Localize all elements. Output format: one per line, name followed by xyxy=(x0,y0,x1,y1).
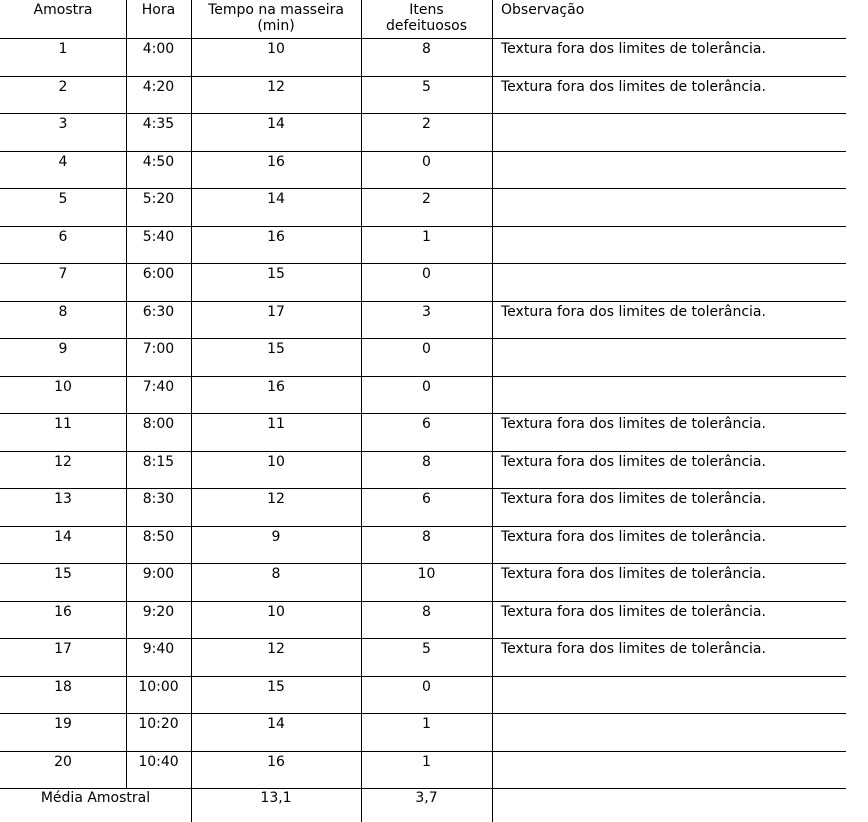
cell-amostra: 20 xyxy=(54,753,72,770)
cell-itens: 1 xyxy=(422,753,431,770)
cell-tempo: 17 xyxy=(267,303,285,320)
cell-tempo: 15 xyxy=(267,341,285,357)
cell-observacao xyxy=(492,716,868,736)
cell-hora: 10:20 xyxy=(138,716,179,732)
cell-observacao xyxy=(492,229,868,249)
cell-tempo: 16 xyxy=(267,378,285,395)
column-divider xyxy=(191,0,192,822)
cell-observacao xyxy=(492,154,868,174)
column-divider xyxy=(492,0,493,822)
cell-amostra: 19 xyxy=(54,716,72,732)
header-amostra: Amostra xyxy=(33,2,93,18)
cell-hora: 8:15 xyxy=(142,453,175,470)
cell-observacao: Textura fora dos limites de tolerância. xyxy=(501,641,766,657)
footer-tempo-mean: 13,1 xyxy=(260,790,292,806)
header-tempo xyxy=(191,2,361,34)
cell-amostra: 9 xyxy=(58,341,68,357)
cell-amostra: 4 xyxy=(58,153,68,170)
cell-itens: 0 xyxy=(422,378,431,395)
cell-observacao: Textura fora dos limites de tolerância. xyxy=(501,453,766,470)
cell-itens: 8 xyxy=(422,603,431,620)
cell-observacao xyxy=(492,266,868,286)
cell-itens: 2 xyxy=(422,116,431,132)
cell-tempo: 10 xyxy=(267,41,285,57)
cell-itens: 3 xyxy=(422,303,431,320)
cell-hora: 4:35 xyxy=(142,116,175,132)
cell-hora: 8:30 xyxy=(142,491,175,507)
cell-tempo: 16 xyxy=(267,153,285,170)
cell-observacao: Textura fora dos limites de tolerância. xyxy=(501,416,766,432)
cell-observacao: Textura fora dos limites de tolerância. xyxy=(501,566,766,582)
cell-itens: 8 xyxy=(422,453,431,470)
cell-tempo: 15 xyxy=(267,266,285,282)
cell-amostra: 8 xyxy=(58,303,68,320)
cell-hora: 9:00 xyxy=(142,566,175,582)
cell-observacao: Textura fora dos limites de tolerância. xyxy=(501,528,766,545)
header-itens-line1: Itens xyxy=(409,2,444,18)
cell-amostra: 6 xyxy=(58,228,68,245)
cell-amostra: 7 xyxy=(58,266,68,282)
header-tempo-line1: Tempo na masseira xyxy=(208,2,344,18)
cell-observacao: Textura fora dos limites de tolerância. xyxy=(501,41,766,57)
cell-hora: 10:40 xyxy=(138,753,179,770)
cell-hora: 8:00 xyxy=(142,416,175,432)
cell-itens: 10 xyxy=(417,566,436,582)
cell-itens: 0 xyxy=(422,678,431,695)
header-itens xyxy=(361,2,492,34)
cell-itens: 5 xyxy=(422,641,431,657)
cell-amostra: 1 xyxy=(58,41,68,57)
cell-tempo: 12 xyxy=(267,491,285,507)
cell-itens: 8 xyxy=(422,41,431,57)
cell-hora: 10:00 xyxy=(138,678,179,695)
cell-hora: 4:00 xyxy=(142,41,175,57)
cell-observacao: Textura fora dos limites de tolerância. xyxy=(501,78,766,95)
cell-hora: 4:20 xyxy=(142,78,175,95)
cell-observacao xyxy=(492,379,868,399)
cell-tempo: 10 xyxy=(267,453,285,470)
cell-hora: 9:40 xyxy=(142,641,175,657)
cell-itens: 6 xyxy=(422,416,431,432)
cell-tempo: 14 xyxy=(267,191,285,207)
cell-itens: 0 xyxy=(422,153,431,170)
cell-observacao xyxy=(492,341,868,361)
cell-amostra: 12 xyxy=(54,453,72,470)
column-divider xyxy=(361,0,362,822)
cell-hora: 5:20 xyxy=(142,191,175,207)
cell-amostra: 3 xyxy=(58,116,68,132)
cell-observacao xyxy=(492,754,868,774)
cell-hora: 4:50 xyxy=(142,153,175,170)
cell-amostra: 10 xyxy=(54,378,72,395)
cell-hora: 9:20 xyxy=(142,603,175,620)
cell-amostra: 13 xyxy=(54,491,72,507)
cell-hora: 5:40 xyxy=(142,228,175,245)
header-tempo-line2: (min) xyxy=(257,18,295,34)
cell-tempo: 16 xyxy=(267,228,285,245)
cell-itens: 1 xyxy=(422,228,431,245)
cell-observacao: Textura fora dos limites de tolerância. xyxy=(501,303,766,320)
header-hora: Hora xyxy=(141,2,176,18)
cell-hora: 7:00 xyxy=(142,341,175,357)
cell-hora: 8:50 xyxy=(142,528,175,545)
header-itens-line2: defeituosos xyxy=(385,18,467,34)
cell-amostra: 2 xyxy=(58,78,68,95)
cell-amostra: 17 xyxy=(54,641,72,657)
cell-hora: 6:00 xyxy=(142,266,175,282)
cell-tempo: 9 xyxy=(271,528,281,545)
cell-tempo: 12 xyxy=(267,641,285,657)
cell-tempo: 14 xyxy=(267,116,285,132)
cell-itens: 1 xyxy=(422,716,431,732)
cell-tempo: 10 xyxy=(267,603,285,620)
footer-label: Média Amostral xyxy=(40,790,151,806)
column-divider xyxy=(126,0,127,788)
cell-itens: 5 xyxy=(422,78,431,95)
cell-amostra: 16 xyxy=(54,603,72,620)
cell-itens: 8 xyxy=(422,528,431,545)
cell-amostra: 11 xyxy=(54,416,72,432)
cell-hora: 6:30 xyxy=(142,303,175,320)
header-observacao: Observação xyxy=(501,2,585,18)
cell-hora: 7:40 xyxy=(142,378,175,395)
cell-observacao xyxy=(492,191,868,211)
cell-amostra: 18 xyxy=(54,678,72,695)
row-divider xyxy=(0,788,846,789)
cell-observacao: Textura fora dos limites de tolerância. xyxy=(501,603,766,620)
cell-tempo: 14 xyxy=(267,716,285,732)
cell-amostra: 14 xyxy=(54,528,72,545)
cell-tempo: 15 xyxy=(267,678,285,695)
cell-observacao: Textura fora dos limites de tolerância. xyxy=(501,491,766,507)
cell-itens: 0 xyxy=(422,266,431,282)
cell-amostra: 15 xyxy=(54,566,72,582)
cell-tempo: 16 xyxy=(267,753,285,770)
cell-tempo: 12 xyxy=(267,78,285,95)
cell-itens: 0 xyxy=(422,341,431,357)
cell-itens: 2 xyxy=(422,191,431,207)
cell-tempo: 11 xyxy=(267,416,285,432)
cell-observacao xyxy=(492,116,868,136)
footer-itens-mean: 3,7 xyxy=(415,790,438,806)
cell-itens: 6 xyxy=(422,491,431,507)
cell-tempo: 8 xyxy=(271,566,281,582)
cell-amostra: 5 xyxy=(58,191,68,207)
cell-observacao xyxy=(492,679,868,699)
